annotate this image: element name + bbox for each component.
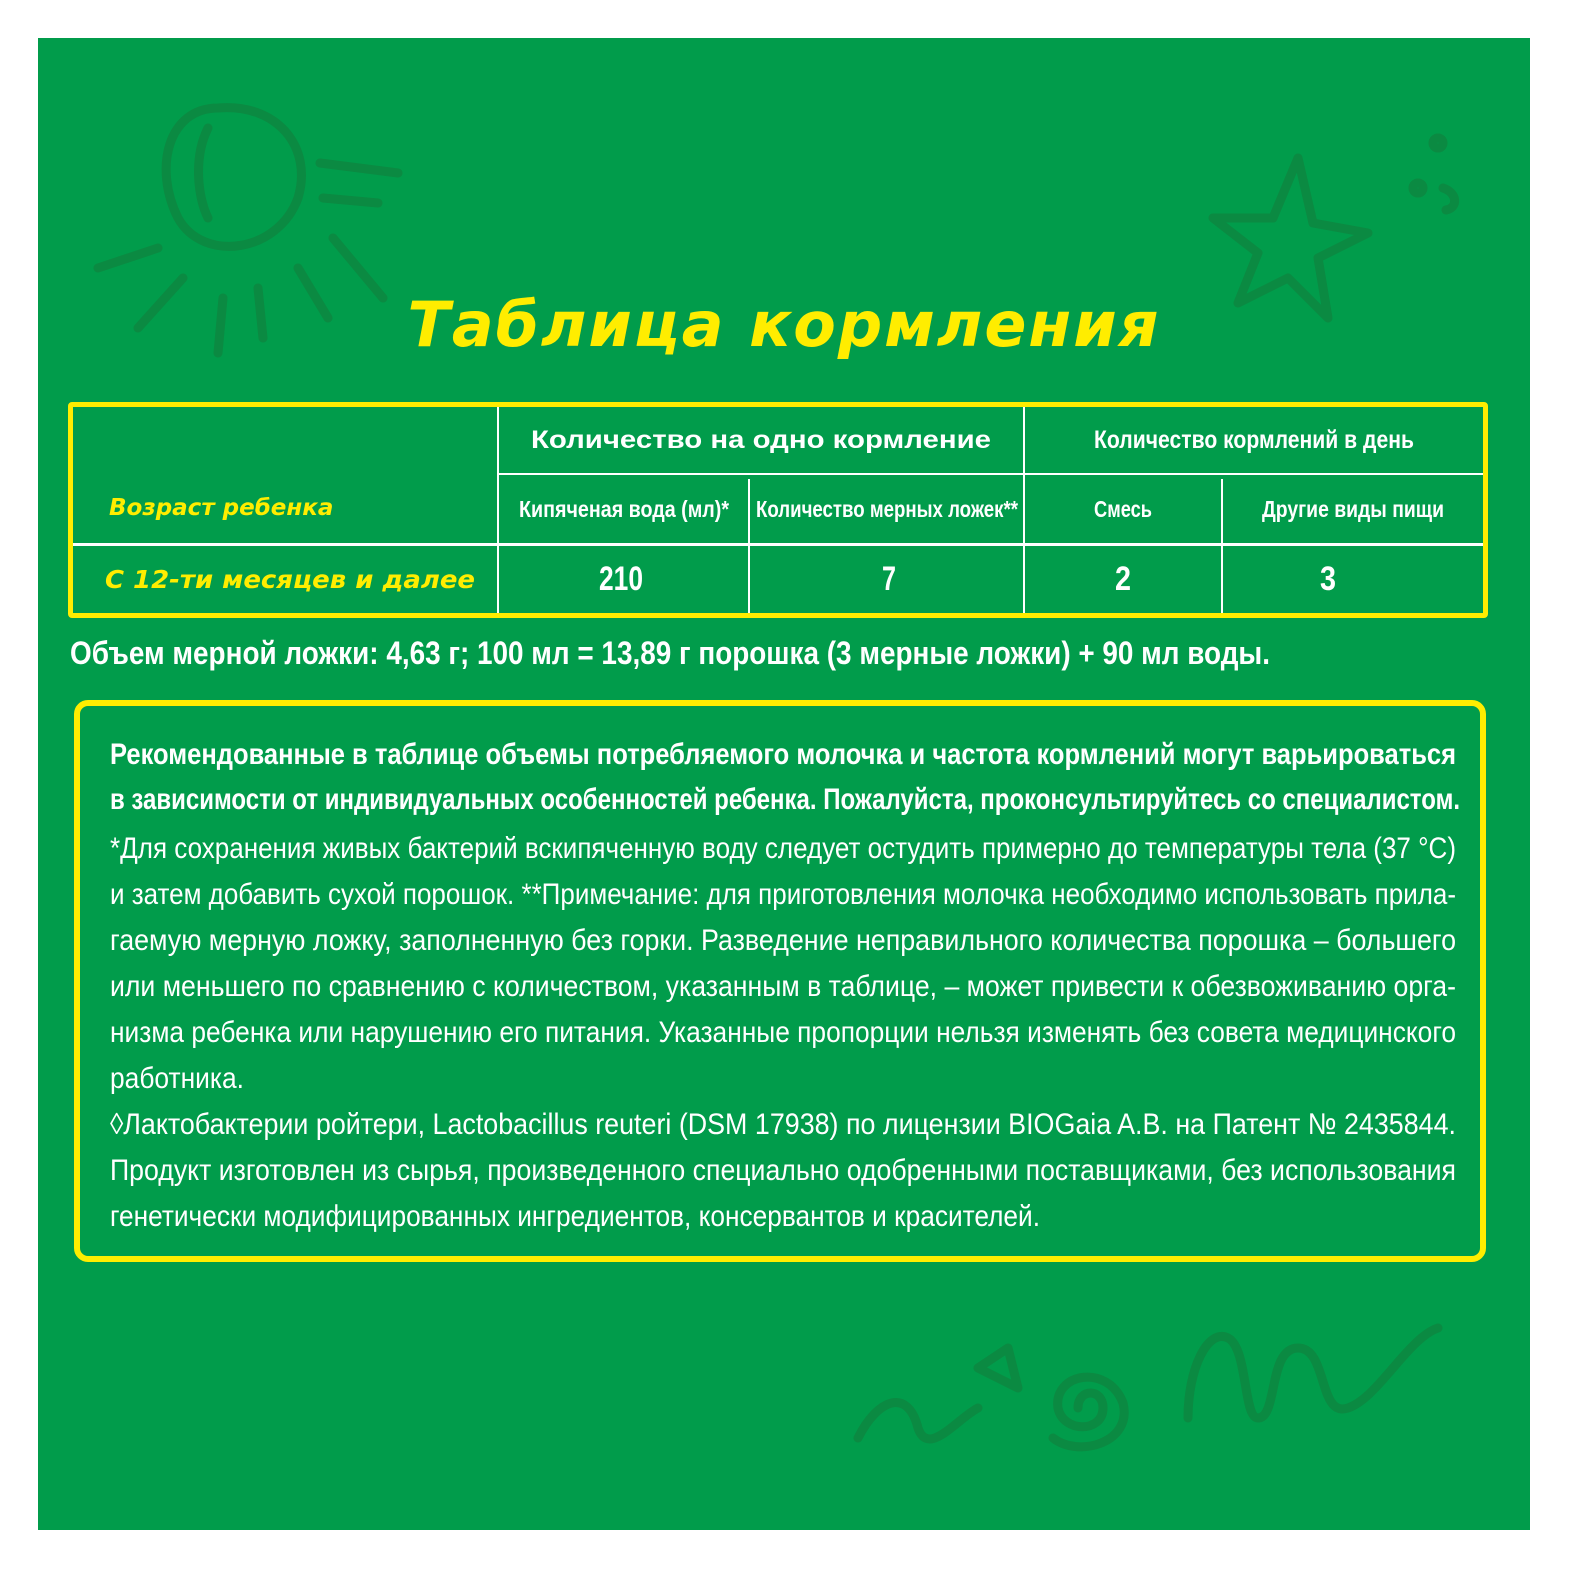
note-line: гаемую мерную ложку, заполненную без горки. Разведение неправильного количества порошка – большего xyxy=(110,924,1456,957)
note-line: генетически модифицированных ингредиентов, консервантов и красителей. xyxy=(110,1200,1040,1233)
group-header-per-feeding: Количество на одно кормление xyxy=(531,425,991,454)
age-header: Возраст ребенка xyxy=(109,495,334,521)
note-line: ◊Лактобактерии ройтери, Lactobacillus reuteri (DSM 17938) по лицензии BIOGaia A.B. на Патент № 2435844. xyxy=(110,1108,1456,1141)
cell-water-value: 210 xyxy=(599,560,643,598)
note-line: и затем добавить сухой порошок. **Примечание: для приготовления молочка необходимо использовать прила- xyxy=(110,878,1456,911)
column-header-other-food: Другие виды пищи xyxy=(1262,495,1444,522)
column-header-scoops: Количество мерных ложек** xyxy=(755,495,1018,522)
note-line: или меньшего по сравнению с количеством, указанным в таблице, – может привести к обезвоживанию орга- xyxy=(110,970,1456,1003)
note-bold-line: в зависимости от индивидуальных особенностей ребенка. Пожалуйста, проконсультируйтесь со специалистом. xyxy=(110,783,1460,816)
feeding-table xyxy=(68,402,1488,618)
page-title: Таблица кормления xyxy=(407,288,1161,361)
column-header-water: Кипяченая вода (мл)* xyxy=(518,495,729,522)
notes-box xyxy=(74,700,1486,1262)
note-bold-line: Рекомендованные в таблице объемы потребляемого молочка и частота кормлений могут варьироваться xyxy=(110,738,1456,771)
scoop-volume-text: Объем мерной ложки: 4,63 г; 100 мл = 13,89 г порошка (3 мерные ложки) + 90 мл воды. xyxy=(70,635,1270,671)
cell-formula-value: 2 xyxy=(1115,560,1131,598)
cell-scoops-value: 7 xyxy=(882,560,896,598)
column-header-formula: Смесь xyxy=(1094,495,1152,522)
note-line: Продукт изготовлен из сырья, произведенного специально одобренными поставщиками, без использования xyxy=(110,1154,1456,1187)
row-age: С 12-ти месяцев и далее xyxy=(105,565,475,594)
note-line: *Для сохранения живых бактерий вскипяченную воду следует остудить примерно до температуры тела (37 °C) xyxy=(110,832,1456,865)
squiggle-doodle-icon xyxy=(848,1308,1448,1488)
group-header-per-day: Количество кормлений в день xyxy=(1094,425,1414,454)
cell-other-food-value: 3 xyxy=(1320,560,1336,598)
note-line: работника. xyxy=(110,1062,244,1095)
feeding-table-panel xyxy=(38,38,1530,1530)
note-line: низма ребенка или нарушению его питания. Указанные пропорции нельзя изменять без совета медицинского xyxy=(110,1016,1456,1049)
